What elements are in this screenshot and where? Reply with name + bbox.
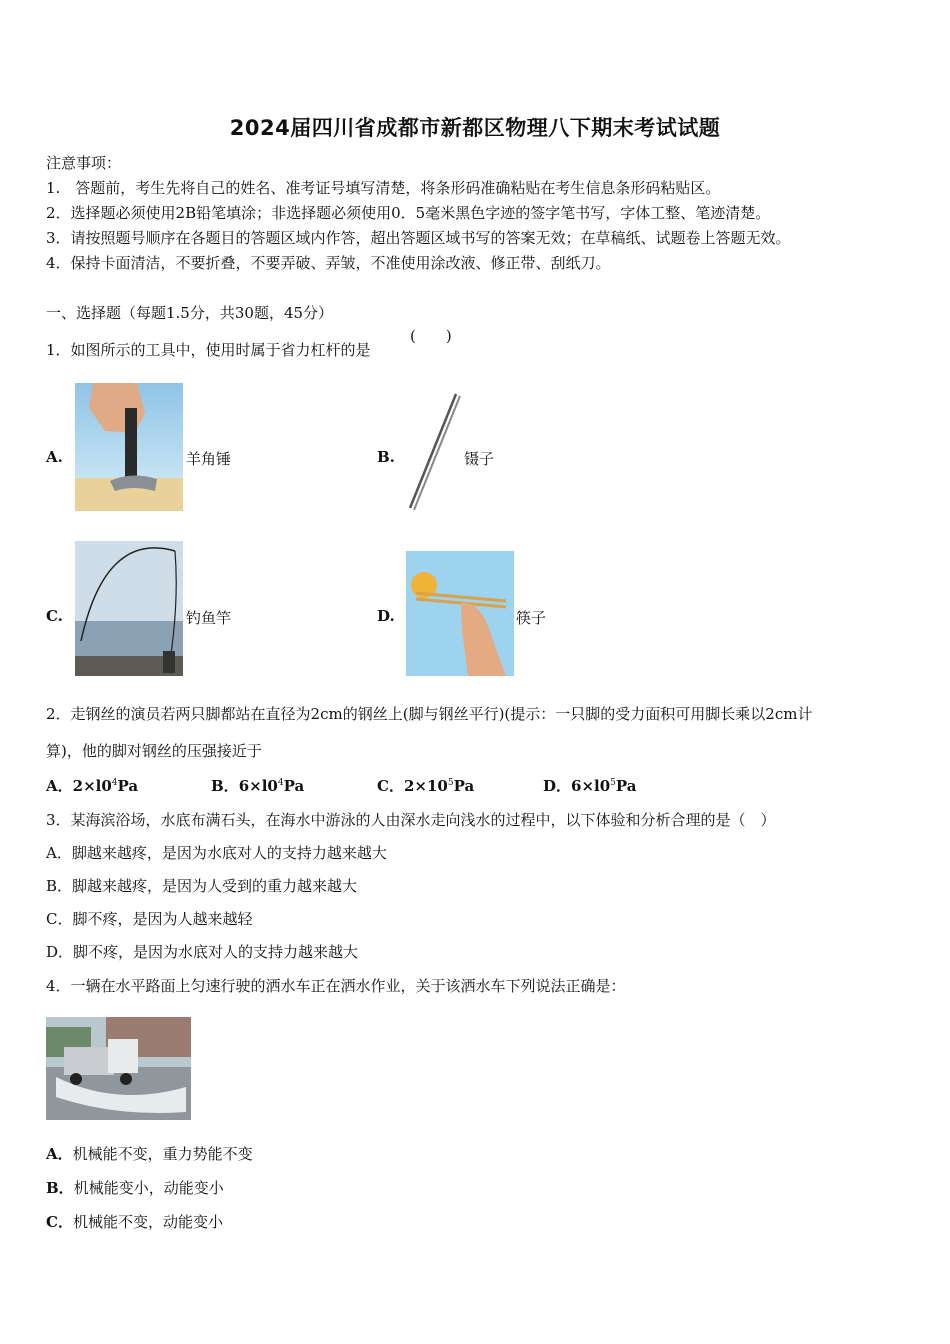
option-label-d: D.	[377, 607, 395, 625]
option-value: 2×l0	[72, 777, 112, 795]
question-2-stem-cont: 算)，他的脚对钢丝的压强接近于	[46, 742, 262, 760]
option-unit: Pa	[615, 777, 637, 795]
option-unit: Pa	[283, 777, 305, 795]
q2-option-a	[46, 775, 138, 796]
question-4-stem: 4．一辆在水平路面上匀速行驶的洒水车正在洒水作业，关于该洒水车下列说法正确是：	[46, 977, 626, 995]
q4-option-a	[46, 1143, 253, 1164]
option-text: 机械能变小，动能变小	[73, 1179, 224, 1197]
option-exponent: 5	[447, 778, 454, 788]
notice-heading: 注意事项：	[46, 154, 122, 172]
claw-hammer-photo	[75, 383, 183, 511]
notice-item: 3．请按照题号顺序在各题目的答题区域内作答，超出答题区域书写的答案无效；在草稿纸、试题卷上答题无效。	[46, 229, 791, 247]
q4-option-b	[46, 1177, 224, 1198]
question-1-stem: 1．如图所示的工具中，使用时属于省力杠杆的是	[46, 341, 371, 359]
question-3-stem: 3．某海滨浴场，水底布满石头，在海水中游泳的人由深水走向浅水的过程中，以下体验和分析合理的是（ ）	[46, 811, 776, 829]
option-value: 6×l0	[571, 777, 611, 795]
option-label: B．	[46, 1179, 74, 1197]
option-text: 机械能不变，重力势能不变	[72, 1145, 253, 1163]
q2-option-b	[211, 775, 304, 796]
fishing-rod-photo	[75, 541, 183, 676]
option-label: C．	[46, 1213, 73, 1231]
q3-option-d: D．脚不疼，是因为水底对人的支持力越来越大	[46, 943, 359, 961]
sprinkler-truck-photo	[46, 1017, 191, 1120]
option-text-b: 镊子	[464, 450, 495, 468]
option-value: 2×10	[403, 777, 448, 795]
option-exponent: 5	[610, 778, 616, 788]
option-label: A．	[46, 1145, 73, 1163]
option-text: 机械能不变，动能变小	[72, 1213, 223, 1231]
q3-option-b: B．脚越来越疼，是因为人受到的重力越来越大	[46, 877, 358, 895]
q4-option-c	[46, 1211, 223, 1232]
option-value: 6×l0	[238, 777, 278, 795]
option-exponent: 4	[111, 778, 118, 788]
chopsticks-photo	[406, 551, 514, 676]
option-label-a: A.	[46, 448, 63, 466]
question-2-stem: 2．走钢丝的演员若两只脚都站在直径为2cm的钢丝上(脚与钢丝平行)(提示：一只脚的受力面积可用脚长乘以2cm计	[46, 705, 813, 723]
q2-option-c	[377, 775, 474, 796]
q3-option-c: C．脚不疼，是因为人越来越轻	[46, 910, 253, 928]
section-heading: 一、选择题（每题1.5分，共30题，45分）	[46, 304, 334, 322]
question-1-paren: ( )	[410, 327, 452, 345]
q3-option-a: A．脚越来越疼，是因为水底对人的支持力越来越大	[46, 844, 387, 862]
option-text-a: 羊角锤	[186, 450, 232, 468]
tweezers-photo	[402, 390, 464, 512]
option-unit: Pa	[453, 777, 475, 795]
option-exponent: 4	[277, 778, 284, 788]
notice-item: 4．保持卡面清洁，不要折叠，不要弄破、弄皱，不准使用涂改液、修正带、刮纸刀。	[46, 254, 611, 272]
q2-option-d	[543, 775, 637, 796]
option-label-b: B.	[377, 448, 395, 466]
option-label: A．	[46, 777, 73, 795]
option-label-c: C.	[46, 607, 63, 625]
option-text-c: 钓鱼竿	[186, 609, 232, 627]
page-title: 2024届四川省成都市新都区物理八下期末考试试题	[229, 116, 721, 140]
option-label: C．	[377, 777, 404, 795]
option-unit: Pa	[117, 777, 139, 795]
option-label: B．	[211, 777, 239, 795]
option-label: D．	[543, 777, 572, 795]
option-text-d: 筷子	[516, 609, 547, 627]
notice-item: 2．选择题必须使用2B铅笔填涂；非选择题必须使用0．5毫米黑色字迹的签字笔书写，字体工整、笔迹清楚。	[46, 204, 771, 222]
notice-item: 1. 答题前，考生先将自己的姓名、准考证号填写清楚，将条形码准确粘贴在考生信息条形码粘贴区。	[46, 179, 721, 197]
